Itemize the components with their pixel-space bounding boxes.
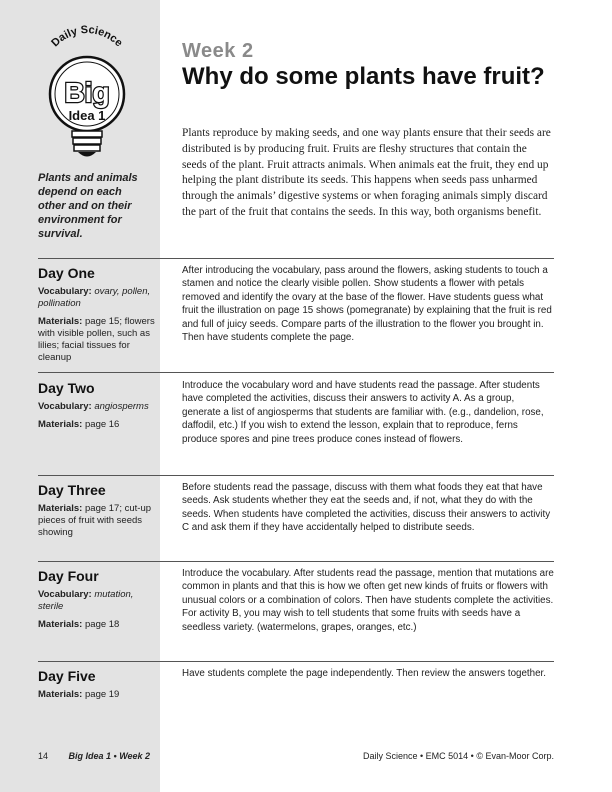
day-description: After introducing the vocabulary, pass around the flowers, asking students to touch a stamen and notice the clearly visible pollen. Show students a flower with petals removed and identify the ovary at the base of the flower. Have students guess what fruit the illustration on page 15 shows (pomegranate) by explaining that the fruit is red and full of juicy seeds. Compare parts of the illustration to the flower you brought in. Then have students complete the page.: [182, 265, 552, 344]
logo-big-text: Big: [64, 77, 110, 108]
section-divider: [38, 258, 554, 259]
logo-arc-text: Daily Science: [49, 23, 125, 50]
materials-line: Materials: page 18: [38, 619, 120, 630]
logo-idea-text: Idea 1: [68, 108, 106, 123]
vocabulary-line: Vocabulary: mutation, sterile: [38, 589, 134, 612]
day-title: Day One: [38, 265, 95, 281]
day-description: Introduce the vocabulary. After students read the passage, mention that mutations are common in plants and that this is how we often get new kinds of fruits or flowers with unusual colors or a combination of colors. Then have students complete the activities. For activity B, you may wish to tell students that some fruits with seeds have a seedless variety. (watermelons, grapes, oranges, etc.): [182, 568, 554, 633]
materials-line: Materials: page 15; flowers with visible pollen, such as lilies; facial tissues for cleanup: [38, 316, 155, 363]
day-title: Day Four: [38, 568, 99, 584]
page-title: Why do some plants have fruit?: [182, 63, 545, 90]
section-divider: [38, 661, 554, 662]
day-title: Day Two: [38, 380, 95, 396]
materials-line: Materials: page 17; cut-up pieces of fruit with seeds showing: [38, 503, 152, 538]
materials-line: Materials: page 16: [38, 419, 120, 430]
footer-left: [38, 751, 150, 761]
materials-line: Materials: page 19: [38, 689, 120, 700]
footer-section-label: Big Idea 1 • Week 2: [68, 751, 151, 761]
section-divider: [38, 372, 554, 373]
day-title: Day Three: [38, 482, 106, 498]
intro-paragraph: Plants reproduce by making seeds, and one way plants ensure that their seeds are distributed is by producing fruit. Fruits are fleshy structures that contain the seeds of the plant. Fruit attracts animals. When animals eat the fruit, they end up helping the plant distribute its seeds. This happens when seeds pass unharmed through the animals’ digestive systems or when foraging animals simply discard the part of the fruit that contains the seeds. In this way, both organisms benefit.: [182, 127, 551, 218]
week-label: Week 2: [182, 40, 254, 62]
day-description: Have students complete the page independently. Then review the answers together.: [182, 668, 546, 679]
big-idea-lightbulb-logo: [32, 22, 142, 162]
section-divider: [38, 561, 554, 562]
vocabulary-line: Vocabulary: ovary, pollen, pollination: [38, 286, 151, 309]
footer-copyright: Daily Science • EMC 5014 • © Evan-Moor Corp.: [362, 751, 554, 761]
day-description: Before students read the passage, discuss with them what foods they eat that have seeds. Ask students whether they eat the seeds and, if not, what they do with the seeds. When students have completed the activities, discuss their answers to activity C and ask them if they have accidentally helped to distribute seeds.: [182, 482, 551, 534]
day-description: Introduce the vocabulary word and have students read the passage. After students have completed the activities, discuss their answers to activity A. As a group, generate a list of angiosperms that students are familiar with. (e.g., dandelion, rose, daffodil, etc.) If you wish to extend the lesson, explain that to reproduce, ferns produce spores and pine trees produce cones instead of flowers.: [182, 380, 544, 445]
day-title: Day Five: [38, 668, 96, 684]
section-divider: [38, 475, 554, 476]
sidebar-tagline: Plants and animals depend on each other and on their environment for survival.: [38, 172, 138, 240]
vocabulary-line: Vocabulary: angiosperms: [38, 401, 149, 412]
page-number: 14: [38, 751, 49, 761]
